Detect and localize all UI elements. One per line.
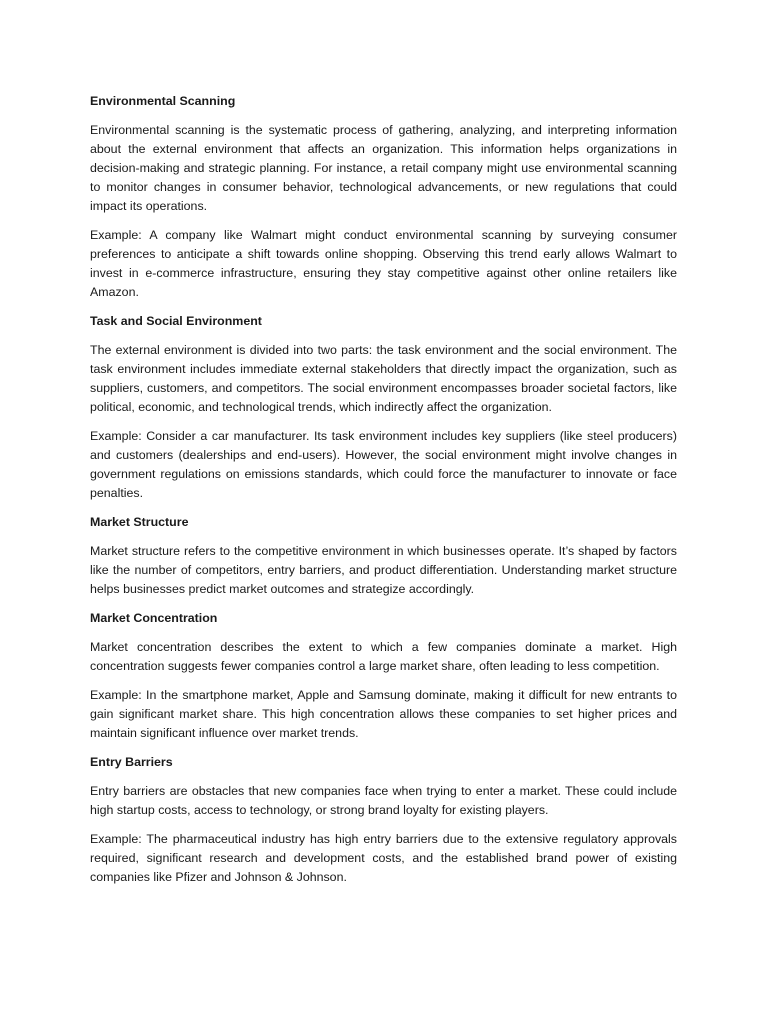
section-market-concentration bbox=[90, 609, 677, 743]
section-heading: Market Structure bbox=[90, 515, 189, 529]
paragraph: Environmental scanning is the systematic process of gathering, analyzing, and interpreting information about the external environment that affects an organization. This information helps organizations in decision-making and strategic planning. For instance, a retail company might use environmental scanning to monitor changes in consumer behavior, technological advancements, or new regulations that could impact its operations. bbox=[90, 123, 677, 213]
section-task-and-social-environment bbox=[90, 312, 677, 503]
section-heading: Entry Barriers bbox=[90, 755, 173, 769]
example-paragraph: Example: Consider a car manufacturer. Its task environment includes key suppliers (like steel producers) and customers (dealerships and end-users). However, the social environment might involve changes in government regulations on emissions standards, which could force the manufacturer to innovate or face penalties. bbox=[90, 429, 677, 500]
example-paragraph: Example: A company like Walmart might conduct environmental scanning by surveying consumer preferences to anticipate a shift towards online shopping. Observing this trend early allows Walmart to invest in e-commerce infrastructure, ensuring they stay competitive against other online retailers like Amazon. bbox=[90, 228, 677, 299]
section-environmental-scanning bbox=[90, 92, 677, 302]
paragraph: The external environment is divided into two parts: the task environment and the social environment. The task environment includes immediate external stakeholders that directly impact the organization, such as suppliers, customers, and competitors. The social environment encompasses broader societal factors, like political, economic, and technological trends, which indirectly affect the organization. bbox=[90, 343, 677, 414]
paragraph: Entry barriers are obstacles that new companies face when trying to enter a market. These could include high startup costs, access to technology, or strong brand loyalty for existing players. bbox=[90, 784, 677, 817]
example-paragraph: Example: The pharmaceutical industry has high entry barriers due to the extensive regulatory approvals required, significant research and development costs, and the established brand power of existing companies like Pfizer and Johnson & Johnson. bbox=[90, 832, 677, 884]
section-heading: Market Concentration bbox=[90, 611, 218, 625]
section-heading: Task and Social Environment bbox=[90, 314, 262, 328]
paragraph: Market structure refers to the competitive environment in which businesses operate. It’s shaped by factors like the number of competitors, entry barriers, and product differentiation. Understanding market structure helps businesses predict market outcomes and strategize accordingly. bbox=[90, 544, 677, 596]
paragraph: Market concentration describes the extent to which a few companies dominate a market. High concentration suggests fewer companies control a large market share, often leading to less competition. bbox=[90, 640, 677, 673]
section-entry-barriers bbox=[90, 753, 677, 887]
section-market-structure bbox=[90, 513, 677, 599]
section-heading: Environmental Scanning bbox=[90, 94, 236, 108]
example-paragraph: Example: In the smartphone market, Apple and Samsung dominate, making it difficult for new entrants to gain significant market share. This high concentration allows these companies to set higher prices and maintain significant influence over market trends. bbox=[90, 688, 677, 740]
document-page bbox=[90, 92, 677, 897]
